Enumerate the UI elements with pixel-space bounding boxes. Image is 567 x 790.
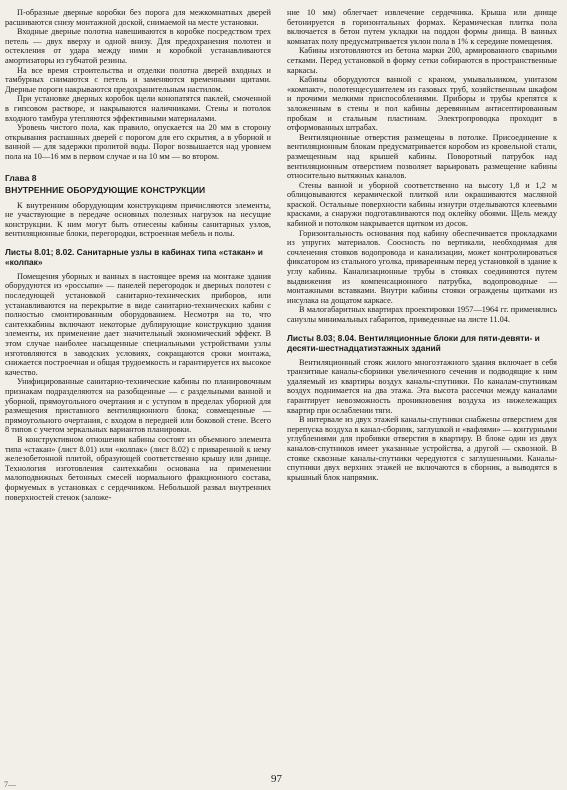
body-paragraph: В интервале из двух этажей каналы-спутники снабжены отверстием для перепуска воздуха в канал-сборник, заглушкой и «вафлями» — контурными углублениями для пробивки отверстия в квартиру. В блоке один из двух каналов-спутников имеет указанные устройства, а другой — сквозной. В стояке сквозные каналы-спутники чередуются с заглушенными. Каналы-спутники двух верхних этажей не включаются в сборник, а выводятся в крышный блок напрямик. — [287, 415, 557, 482]
body-paragraph: Уровень чистого пола, как правило, опускается на 20 мм в сторону открывания распашных дверей с порогом для его скрытия, а в уборной и ванной — для задержки пролитой воды. Порог возвышается над уровнем пола на 10—16 мм в первом случае и на 10 мм — во втором. — [5, 123, 271, 161]
body-paragraph: ние 10 мм) облегчает извлечение сердечника. Крыша или днище бетонируется в горизонтальных формах. Керамическая плитка пола включается в бетон путем укладки на поддон формы днища. В ванных комнатах полу предусматривается уклон пола в 1% к середине помещения. — [287, 8, 557, 46]
body-paragraph: Кабины изготовляются из бетона марки 200, армированного сварными сетками. Перед установкой в форму сетки собираются в пространственные каркасы. — [287, 46, 557, 75]
body-paragraph: Стены ванной и уборной соответственно на высоту 1,8 и 1,2 м облицовываются керамической плиткой или окрашиваются масляной краской. Остальные поверхности кабины изнутри отделываются клеевыми красками, а снаружи подготавливаются под оклейку обоями. Щель между кабиной и потолком накрывается щитком из досок. — [287, 180, 557, 229]
chapter-intro: К внутренним оборудующим конструкциям причисляются элементы, не участвующие в передаче основных полезных нагрузок на несущие конструкции. К ним могут быть отнесены кабины санитарных узлов, вентиляционные блоки, перегородки, встроенная мебель и полы. — [5, 200, 271, 239]
corner-mark: 7— — [4, 780, 16, 789]
body-paragraph: При установке дверных коробок щели конопатятся паклей, смоченной в гипсовом растворе, и накрываются наличниками. Стены и потолок входного тамбура утепляются эффективными материалами. — [5, 94, 271, 123]
body-paragraph: Помещения уборных и ванных в настоящее время на монтаже здания оборудуются из «россыпи» — панелей перегородок и дверных полотен с последующей установкой санитарно-технических приборов, или устанавливаются на перекрытие в виде санитарно-технических кабин с полностью смонтированным оборудованием. Несмотря на то, что сантехкабины включают некоторые дублирующие конструкцию здания элементы, их применение дает значительный экономический эффект. В этом случае наиболее насыщенные специальными устройствами узлы изготовляются в заводских условиях, сокращаются сроки монтажа, снижается построечная и общая трудоемкость и гарантируется их высокое качество. — [5, 271, 271, 377]
body-paragraph: В малогабаритных квартирах проектировки 1957—1964 гг. применялись санузлы минимальных габаритов, приведенные на листе 11.04. — [287, 305, 557, 324]
body-paragraph: В конструктивном отношении кабины состоят из объемного элемента типа «стакан» (лист 8.01) или «колпак» (лист 8.02) с привaренной к нему железобетонной плитой, образующей соответственно крышу или днище. Технология изготовления сантехкабин основана на применении малоподвижных бетонных смесей нормального фракционного состава, формуемых в установках с сердечником. Небольшой развал внутренних поверхностей стенок (заложе- — [5, 434, 271, 502]
section-title: Листы 8.01; 8.02. Санитарные узлы в кабинах типа «стакан» и «колпак» — [5, 246, 263, 267]
body-paragraph: Кабины оборудуются ванной с краном, умывальником, унитазом «компакт», полотенцесушителем из газовых труб, хозяйственным шкафом и прочими мелкими приспособлениями. Приборы и трубы крепятся к заложенным в стены и пол кабины деревянным антисептированным пробкам и стальным пластинам. Электропроводка проходит в отформованных штрабах. — [287, 75, 557, 133]
body-paragraph: Унифицированные санитарно-технические кабины по планировочным признакам подразделяются на разобщенные — с раздельными ванной и уборной, прямоугольного очертания и с уступом в пределах уборной для размещения приставного вентиляционного блока; совмещенные — прямоугольного очертания, с входом в передней или боковой стене. Всего 8 типов с учетом зеркальных вариантов планировки. — [5, 377, 271, 435]
left-column — [5, 8, 271, 502]
section-title: Листы 8.03; 8.04. Вентиляционные блоки для пяти-девяти- и десяти-шестнадцатиэтажных зданий — [287, 332, 540, 353]
right-column — [287, 8, 557, 482]
body-paragraph: Вентиляционный стояк жилого многоэтажного здания включает в себя транзитные каналы-сборники увеличенного сечения и подводящие к ним удаляемый из квартиры воздух каналы-спутники. По каналам-спутникам воздух поднимается на два этажа. Эта высота рассечки между каналами гарантирует невозможность проникновения воздуха из нижележащих квартир при ослаблении тяги. — [287, 357, 557, 415]
body-paragraph: П-образные дверные коробки без порога для межкомнатных дверей расшиваются снизу монтажной доской, снимаемой на месте установки. — [5, 8, 271, 27]
body-paragraph: На все время строительства и отделки полотна дверей входных и тамбурных снимаются с петель и заменяются временными щитами. Дверные пороги накрываются предохранительным настилом. — [5, 65, 271, 94]
page-number: 97 — [271, 773, 282, 785]
body-paragraph: Горизонтальность основания под кабину обеспечивается прокладками из упругих материалов. Соосность по вертикали, необходимая для сочленения стояков водопровода и канализации, может контролироваться фиксатором из стального уголка, приваренным перед установкой в здание к углу кабины. Канализационные трубы в стояках соединяются путем выдвижения из компенсационного патрубка, водопроводные — монтажными вставками. Внутри кабины стояки ограждены щитками из инсулака на дощатом каркасе. — [287, 228, 557, 305]
chapter-title: ВНУТРЕННИЕ ОБОРУДУЮЩИЕ КОНСТРУКЦИИ — [5, 184, 206, 195]
body-paragraph: Входные дверные полотна навешиваются в коробке посредством трех петель — двух вверху и одной внизу. Для предохранения полотен и остекления от удара между ними и коробкой устанавливаются амортизаторы из губчатой резины. — [5, 27, 271, 65]
chapter-label: Глава 8 — [5, 172, 37, 183]
body-paragraph: Вентиляционные отверстия размещены в потолке. Присоединение к вентиляционным блокам предусматривается коробом из кровельной стали, размещенным над крышей кабины. Поворотный патрубок над вентиляционным отверстием позволяет варьировать размещение кабины относительно вытяжных каналов. — [287, 132, 557, 181]
